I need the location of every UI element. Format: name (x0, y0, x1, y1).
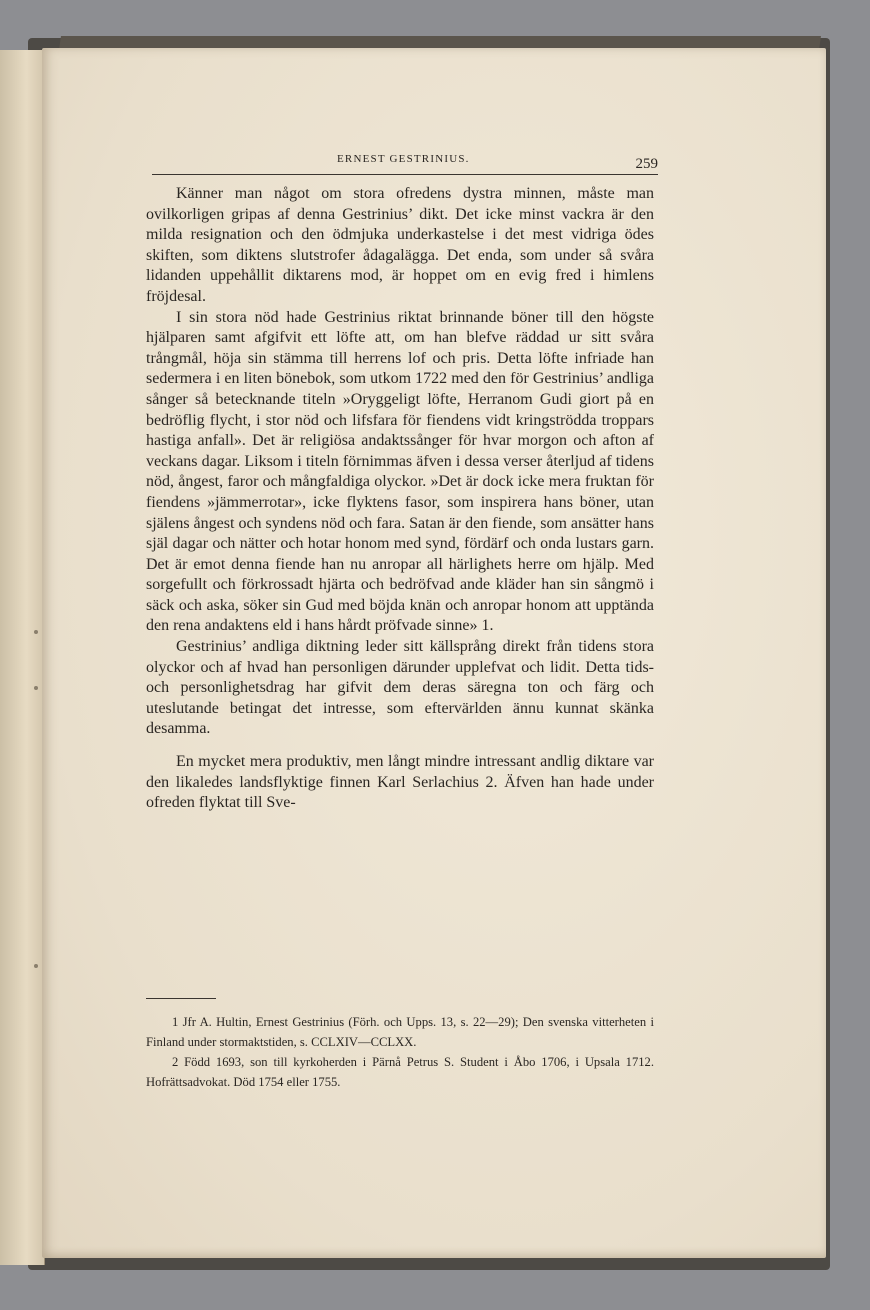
footnote: 2 Född 1693, son till kyrkoherden i Pärnå Petrus S. Student i Åbo 1706, i Upsala 1712. Hofrättsadvokat. Död 1754 eller 1755. (146, 1055, 654, 1089)
paragraph: Känner man något om stora ofredens dystra minnen, måste man ovilkorligen gripas af denna Gestrinius’ dikt. Det icke minst vackra är den milda resignation och den ödmjuka underkastelse i det mest vidriga ödes skiften, som diktens slutstrofer ådagalägga. Det enda, som under så svåra lidanden uppehållit diktarens mod, är hoppet om en evig fred i himlens fröjdesal. (146, 185, 654, 305)
facing-page-edge (0, 50, 45, 1265)
paragraph: En mycket mera produktiv, men långt mindre intressant andlig diktare var den likaledes landsflyktige finnen Karl Serlachius 2. Äfven han hade under ofreden flyktat till Sve- (146, 753, 654, 812)
paragraph: I sin stora nöd hade Gestrinius riktat brinnande böner till den högste hjälparen samt afgifvit ett löfte att, om han blefve räddad ur sitt svåra trångmål, höja sin stämma till herrens lof och pris. Detta löfte infriade han sedermera i en liten bönebok, som utkom 1722 med den för Gestrinius’ andliga sånger så betecknande titeln »Oryggeligt löfte, Herranom Gudi giort på en bedröflig flycht, i stor nöd och lifsfara för fiendens vidt kringströdda troppars hastiga anfall». Det är religiösa andaktssånger för hvar morgon och afton af veckans dagar. Liksom i titeln förnimmas äfven i dessa verser återljud af tidens nöd, ångest, faror och mångfaldiga olyckor. »Det är dock icke mera fruktan för fiendens »jämmerrotar», icke flyktens fasor, som inspirera hans böner, utan själens ångest och syndens nöd och fara. Satan är den fiende, som ansätter hans själ dagar och nätter och hotar honom med synd, fördärf och onda lustars garn. Det är emot denna fiende han nu anropar all härlighets herre om hjälp. Med sorgefullt och förkrossadt hjärta och bedröfvad ande kläder han sin sångmö i säck och aska, söker sin Gud med böjda knän och anropar honom att upptända den rena andaktens eld i hans hårdt pröfvade sinne» 1. (146, 308, 654, 635)
running-head (152, 150, 658, 175)
footnote: 1 Jfr A. Hultin, Ernest Gestrinius (Förh. och Upps. 13, s. 22—29); Den svenska vitterheten i Finland under stormaktstiden, s. CCLXIV—CCLXX. (146, 1015, 654, 1049)
running-title: ERNEST GESTRINIUS. (337, 153, 470, 165)
footnote-rule (146, 998, 216, 999)
body-text (146, 184, 654, 814)
footnotes (146, 1012, 654, 1092)
paragraph: Gestrinius’ andliga diktning leder sitt källsprång direkt från tidens stora olyckor och af hvad han personligen därunder upplefvat och lidit. Detta tids- och personlighetsdrag har gifvit dem deras säregna ton och färg och uteslutande betingat det intresse, som eftervärlden ännu kunnat skänka desamma. (146, 638, 654, 738)
page-number: 259 (635, 156, 658, 172)
